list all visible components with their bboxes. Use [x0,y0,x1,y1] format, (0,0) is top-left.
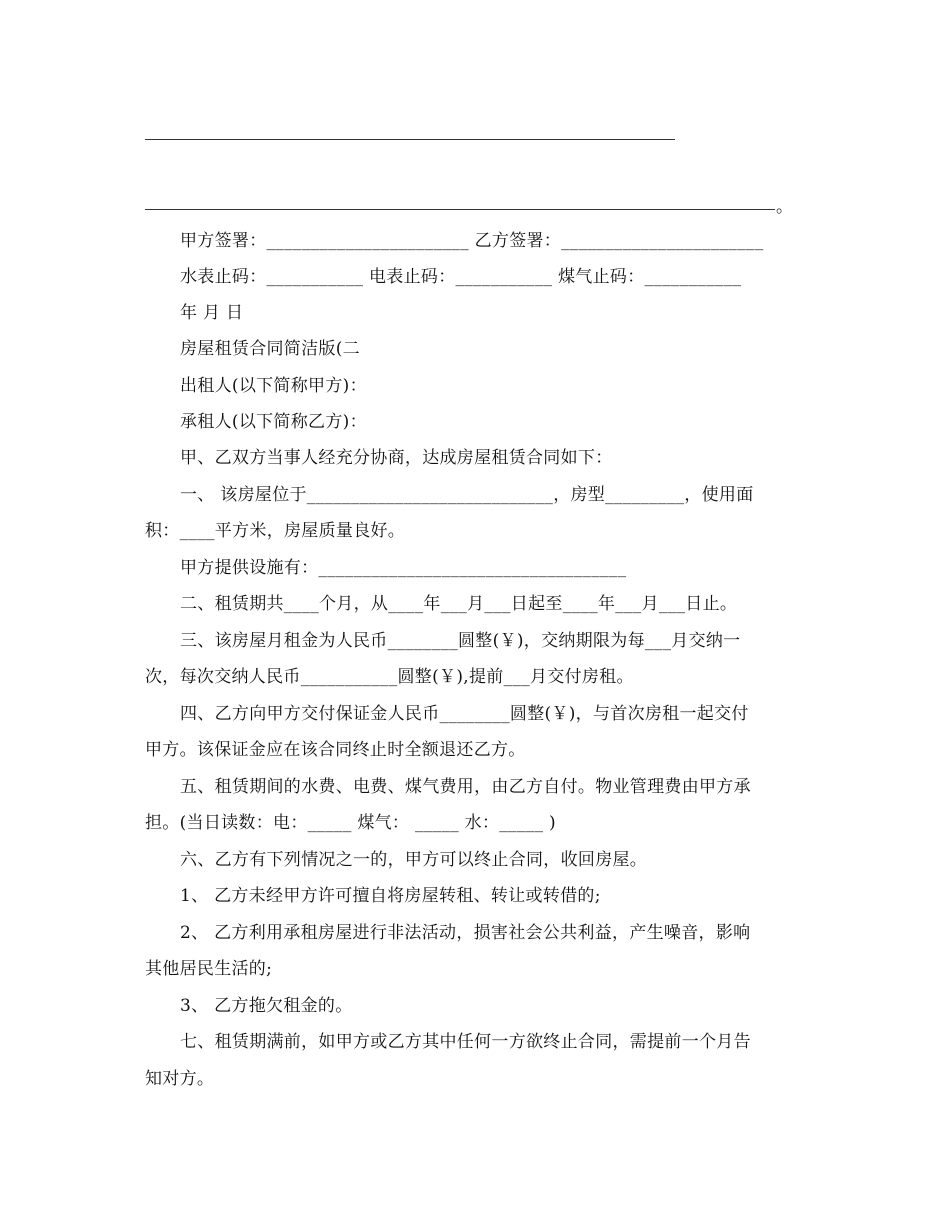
lessee-line: 承租人(以下简称乙方)： [180,412,367,432]
meter-readings-line: 水表止码：___________ 电表止码：___________ 煤气止码：___________ [180,267,742,287]
clause-1-line-2: 积：____平方米，房屋质量良好。 [145,521,406,541]
blank-fill-line-1 [145,139,675,140]
clause-3-line-2: 次，每次交纳人民币___________圆整(￥),提前___月交付房租。 [145,667,634,687]
clause-5-line-1: 五、租赁期间的水费、电费、煤气费用，由乙方自付。物业管理费由甲方承 [180,777,751,797]
clause-4-line-1: 四、乙方向甲方交付保证金人民币________圆整(￥)，与首次房租一起交付 [180,704,749,724]
clause-5-line-2: 担。(当日读数：电：_____ 煤气： _____ 水：_____ ) [145,813,556,833]
clause-4-line-2: 甲方。该保证金应在该合同终止时全额退还乙方。 [145,740,526,760]
preamble: 甲、乙双方当事人经充分协商，达成房屋租赁合同如下： [180,448,613,468]
signature-line: 甲方签署：_______________________ 乙方签署：_______________________ [180,231,764,251]
end-mark: 。 [776,197,793,217]
lessor-line: 出租人(以下简称甲方)： [180,376,367,396]
clause-6-item-1: 1、 乙方未经甲方许可擅自将房屋转租、转让或转借的; [180,886,601,906]
clause-2: 二、租赁期共____个月，从____年___月___日起至____年___月___日止。 [180,594,738,614]
clause-6-item-2-line-2: 其他居民生活的; [145,959,273,979]
date-line: 年 月 日 [180,303,244,323]
clause-7-line-2: 知对方。 [145,1069,215,1089]
clause-1-line-1: 一、 该房屋位于____________________________，房型_________，使用面 [180,485,754,505]
blank-fill-line-2 [145,209,775,210]
clause-6: 六、乙方有下列情况之一的，甲方可以终止合同，收回房屋。 [180,850,648,870]
clause-6-item-2-line-1: 2、 乙方利用承租房屋进行非法活动，损害社会公共利益，产生噪音，影响 [180,923,751,943]
clause-6-item-3: 3、 乙方拖欠租金的。 [180,996,353,1016]
contract-title: 房屋租赁合同简洁版(二 [180,339,360,359]
clause-3-line-1: 三、该房屋月租金为人民币________圆整(￥)，交纳期限为每___月交纳一 [180,631,741,651]
clause-7-line-1: 七、租赁期满前，如甲方或乙方其中任何一方欲终止合同，需提前一个月告 [180,1032,751,1052]
facilities-line: 甲方提供设施有：___________________________________ [180,558,627,578]
